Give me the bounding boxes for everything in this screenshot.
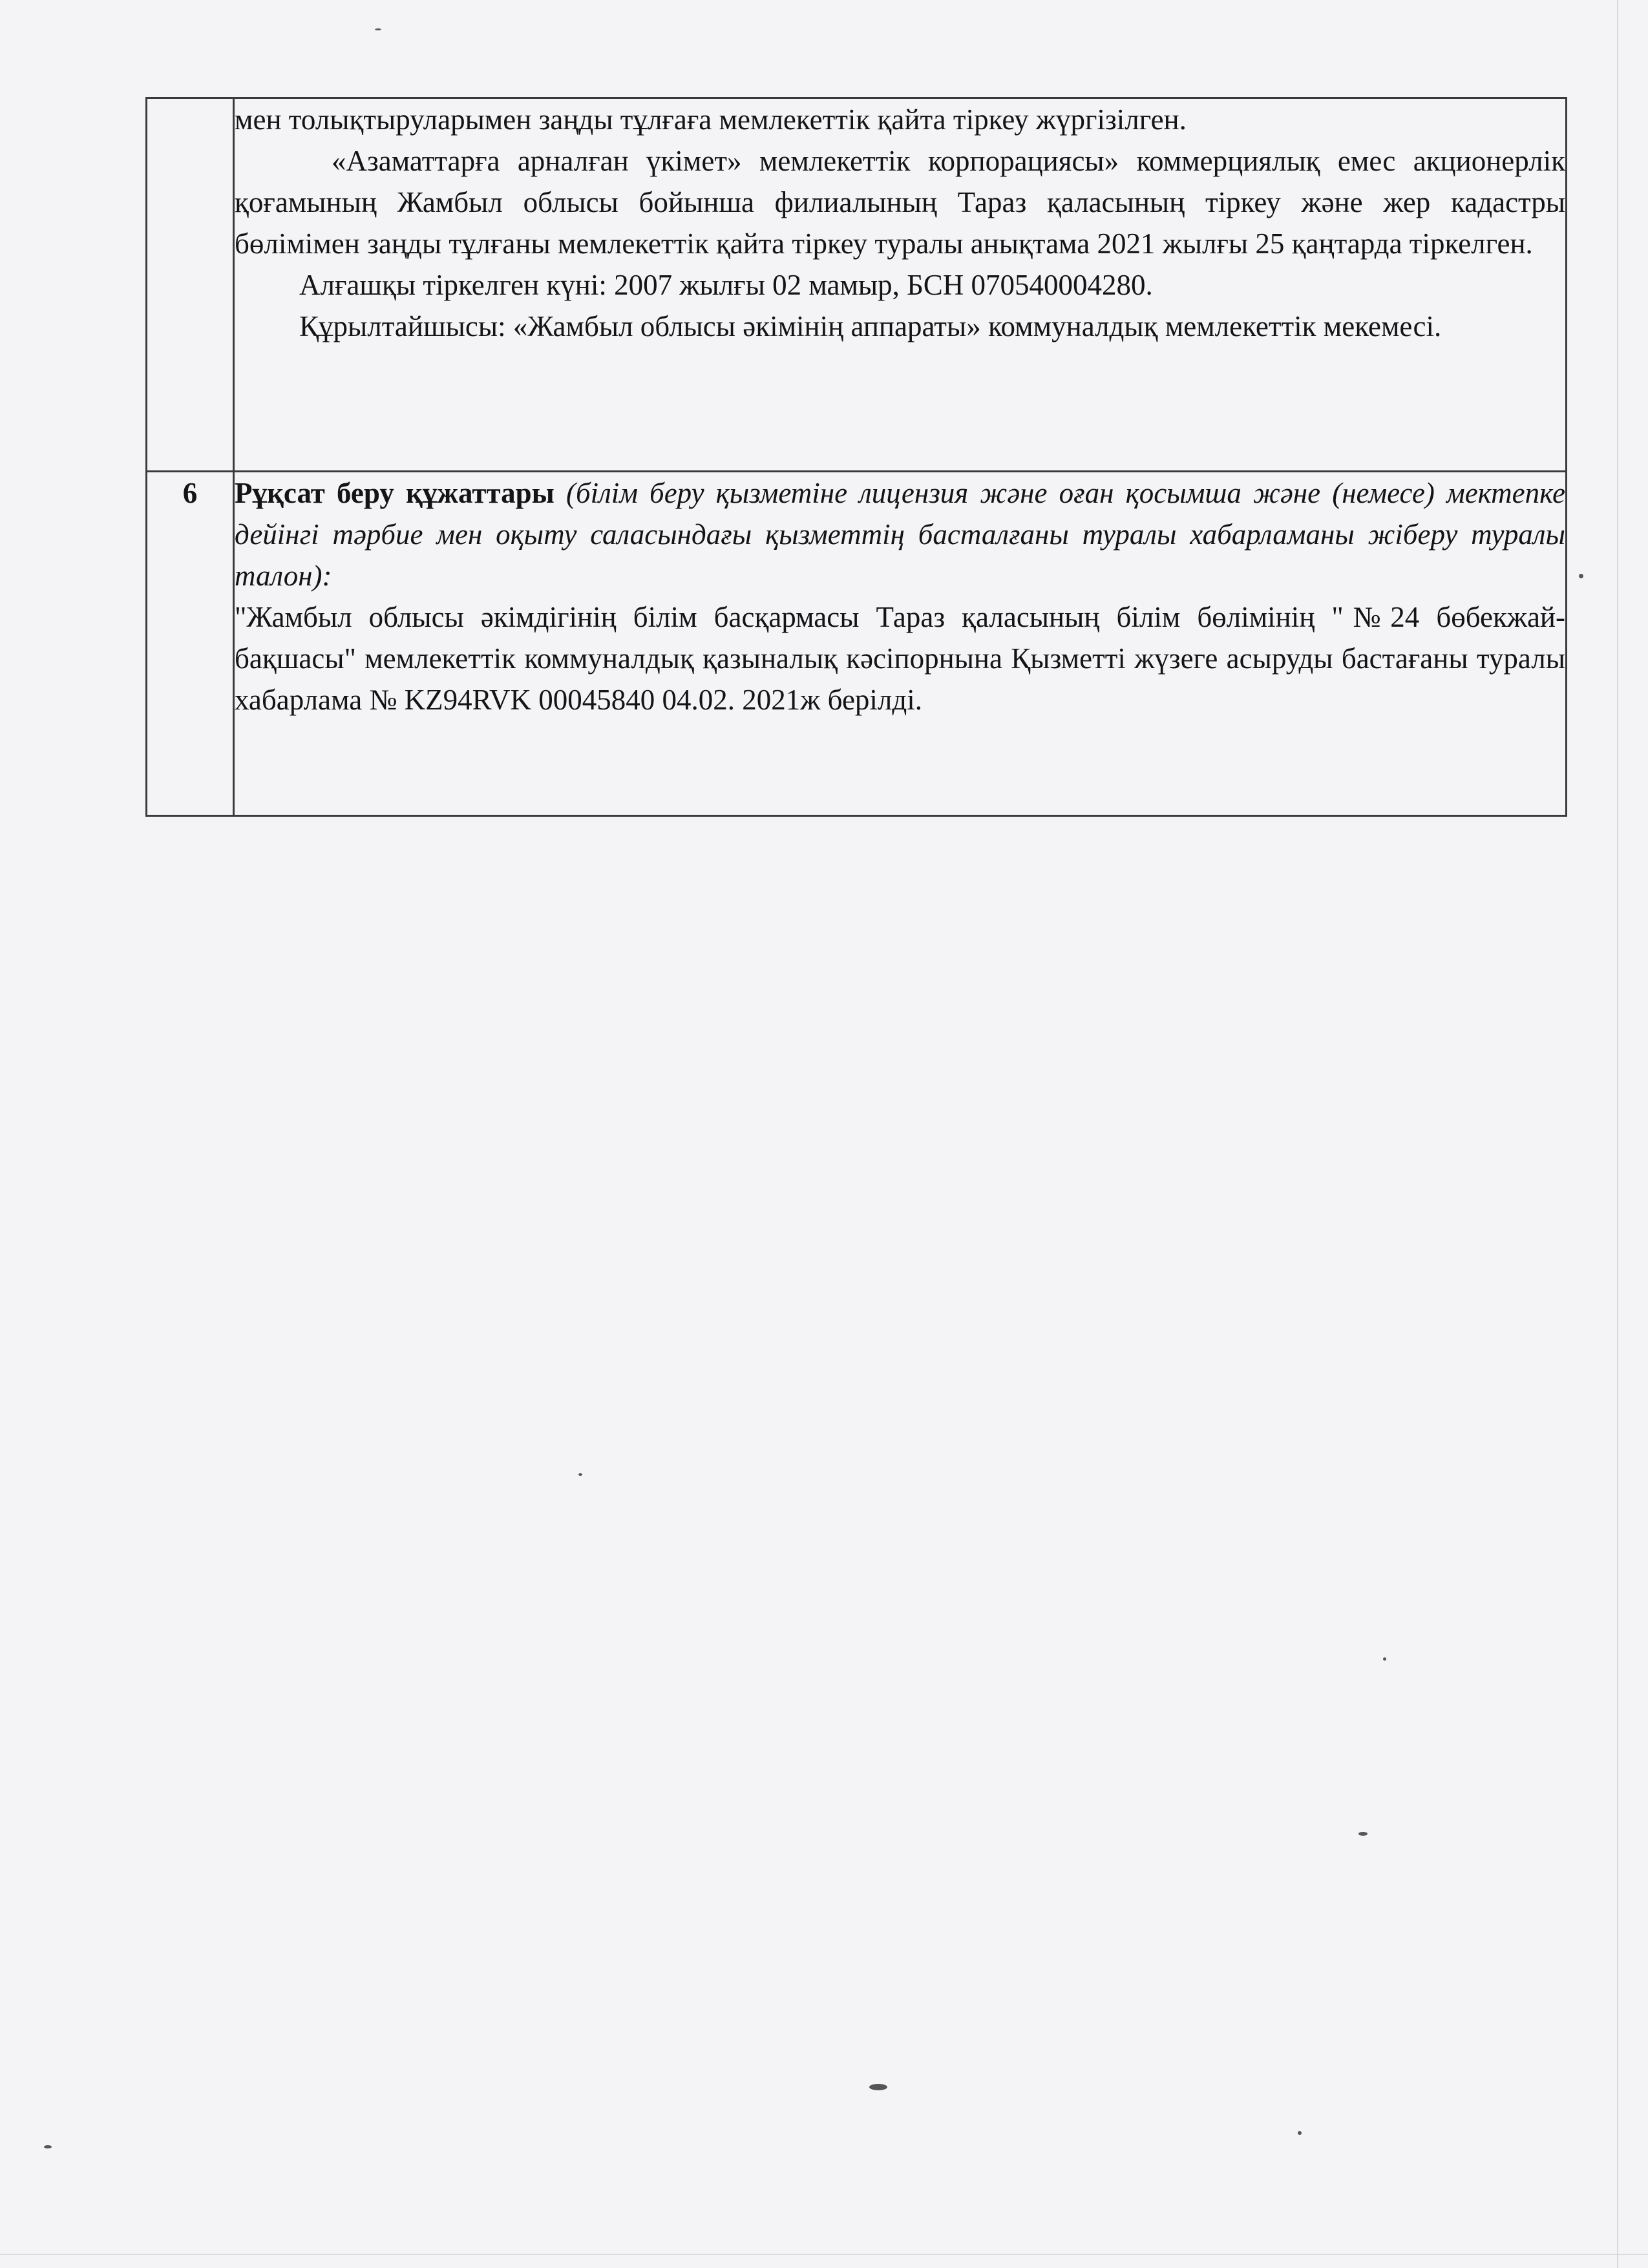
paragraph: Құрылтайшысы: «Жамбыл облысы әкімінің аппараты» коммуналдық мемлекеттік мекемесі. [299, 310, 1442, 342]
scan-speck [1383, 1657, 1386, 1661]
scan-speck [44, 2145, 52, 2148]
paragraph: «Азаматтарға арналған үкімет» мемлекеттік корпорациясы» коммерциялық емес акционерлік қоғамының Жамбыл облысы бойынша филиалының Тараз қаласының тіркеу және жер кадастры бөлімімен заңды тұлғаны мемлекеттік қайта тіркеу туралы анықтама 2021 жылғы 25 қаңтарда тіркелген. [235, 145, 1565, 260]
page-edge-right [1617, 0, 1618, 2268]
document-table [145, 97, 1567, 817]
scan-speck [578, 1473, 582, 1476]
paragraph: "Жамбыл облысы әкімдігінің білім басқармасы Тараз қаласының білім бөлімінің "№24 бөбекжай-бақшасы" мемлекеттік коммуналдық қазыналық кәсіпорнына Қызметті жүзеге асыруды бастағаны туралы хабарлама № KZ94RVK 00045840 04.02. 2021ж берілді. [235, 601, 1565, 716]
row-text-cell [234, 472, 1567, 816]
paragraph: Алғашқы тіркелген күні: 2007 жылғы 02 мамыр, БСН 070540004280. [299, 269, 1153, 301]
page-edge-bottom [0, 2254, 1648, 2255]
section-heading: Рұқсат беру құжаттары [235, 477, 555, 509]
row-number-cell: 6 [147, 472, 234, 816]
row-text-cell [234, 98, 1567, 472]
row-number-cell [147, 98, 234, 472]
paragraph: мен толықтыруларымен заңды тұлғаға мемлекеттік қайта тіркеу жүргізілген. [235, 103, 1187, 136]
scan-speck [1298, 2131, 1302, 2135]
table-row [147, 98, 1567, 472]
scan-speck [1579, 574, 1583, 578]
table-row [147, 472, 1567, 816]
section-note: (білім беру қызметіне лицензия және оған қосымша және (немесе) мектепке дейінгі тәрбие мен оқыту саласындағы қызметтің басталғаны туралы хабарламаны жіберу туралы талон): [235, 477, 1566, 592]
paragraph [235, 472, 1565, 596]
scan-speck [869, 2084, 887, 2090]
scan-speck [1358, 1832, 1368, 1836]
scan-speck [375, 28, 381, 30]
